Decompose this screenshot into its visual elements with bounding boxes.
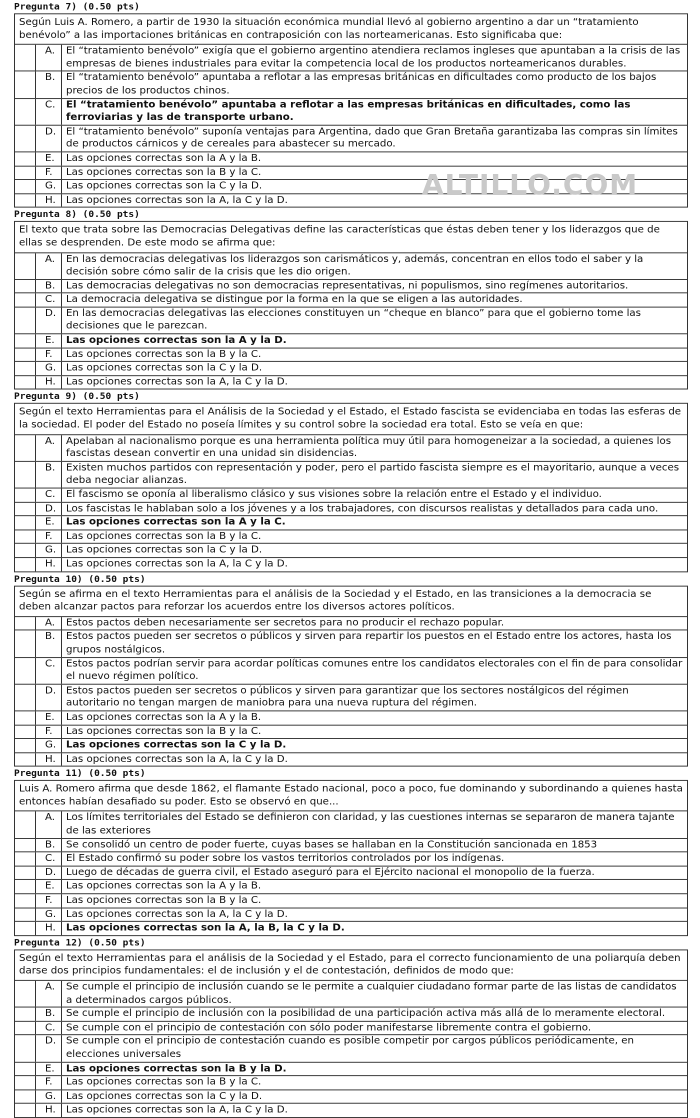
answer-option[interactable] xyxy=(15,1008,687,1022)
option-letter: H. xyxy=(35,558,61,571)
option-indent xyxy=(15,1090,35,1103)
answer-option[interactable] xyxy=(15,489,687,503)
option-letter: G. xyxy=(35,362,61,375)
option-letter: H. xyxy=(35,922,61,935)
option-indent xyxy=(15,1008,35,1021)
question-block xyxy=(0,390,700,572)
option-indent xyxy=(15,684,35,710)
option-indent xyxy=(15,866,35,879)
question-stem: Según Luis A. Romero, a partir de 1930 la situación económica mundial llevó al gobierno argentino a dar un “tratamiento benévolo” a las importaciones británicas en contraposición con las norteamericanas. Esto significaba que: xyxy=(15,14,687,45)
option-text: Las opciones correctas son la A, la C y la D. xyxy=(61,558,687,571)
option-letter: A. xyxy=(35,253,61,279)
question-block xyxy=(0,208,700,390)
option-indent xyxy=(15,280,35,293)
option-letter: F. xyxy=(35,530,61,543)
option-text: Los límites territoriales del Estado se definieron con claridad, y las cuestiones internas se separaron de manera tajante de las exteriores xyxy=(61,812,687,838)
answer-option[interactable] xyxy=(15,684,687,711)
question-table xyxy=(14,13,688,208)
answer-option[interactable] xyxy=(15,1090,687,1104)
answer-option[interactable] xyxy=(15,125,687,152)
answer-option[interactable] xyxy=(15,894,687,908)
option-letter: H. xyxy=(35,1104,61,1117)
answer-option[interactable] xyxy=(15,194,687,207)
option-indent xyxy=(15,376,35,389)
option-indent xyxy=(15,253,35,279)
answer-option[interactable] xyxy=(15,631,687,658)
answer-option[interactable] xyxy=(15,725,687,739)
option-text: El “tratamiento benévolo” apuntaba a reflotar a las empresas británicas en dificultades como producto de los bajos precios de los productos chinos. xyxy=(61,72,687,98)
option-indent xyxy=(15,739,35,752)
answer-option[interactable] xyxy=(15,516,687,530)
answer-option[interactable] xyxy=(15,922,687,935)
option-letter: D. xyxy=(35,307,61,333)
option-text: Las opciones correctas son la C y la D. xyxy=(61,544,687,557)
option-text: Las opciones correctas son la C y la D. xyxy=(61,362,687,375)
option-text: El “tratamiento benévolo” suponía ventajas para Argentina, dado que Gran Bretaña garantizaba las compras sin límites de productos cárnicos y de cereales para abastecer su mercado. xyxy=(61,125,687,151)
option-indent xyxy=(15,880,35,893)
option-letter: B. xyxy=(35,72,61,98)
option-text: Las opciones correctas son la C y la D. xyxy=(61,739,687,752)
option-letter: E. xyxy=(35,711,61,724)
option-letter: F. xyxy=(35,1076,61,1089)
question-header: Pregunta 12) (0.50 pts) xyxy=(14,937,146,949)
option-text: Se cumple el principio de inclusión cuando se le permite a cualquier ciudadano formar parte de las listas de candidatos a determinados cargos públicos. xyxy=(61,981,687,1007)
option-text: Las opciones correctas son la A, la C y la D. xyxy=(61,753,687,766)
answer-option[interactable] xyxy=(15,280,687,294)
option-indent xyxy=(15,166,35,179)
question-table xyxy=(14,780,688,936)
option-indent xyxy=(15,530,35,543)
answer-option[interactable] xyxy=(15,739,687,753)
answer-option[interactable] xyxy=(15,981,687,1008)
option-letter: C. xyxy=(35,489,61,502)
option-indent xyxy=(15,294,35,307)
option-indent xyxy=(15,1076,35,1089)
answer-option[interactable] xyxy=(15,462,687,489)
answer-option[interactable] xyxy=(15,1022,687,1036)
question-stem: Luis A. Romero afirma que desde 1862, el flamante Estado nacional, poco a poco, fue dominando y subordinando a quienes hasta entonces habían desafiado su poder. Esto se observó en que... xyxy=(15,781,687,812)
option-text: Las opciones correctas son la B y la D. xyxy=(61,1062,687,1075)
answer-option[interactable] xyxy=(15,435,687,462)
answer-option[interactable] xyxy=(15,180,687,194)
option-text: Las opciones correctas son la B y la C. xyxy=(61,166,687,179)
question-header: Pregunta 9) (0.50 pts) xyxy=(14,391,140,403)
watermark: ALTILLO.COM xyxy=(422,168,639,201)
option-text: Se cumple el principio de inclusión con la posibilidad de una participación activa más allá de lo meramente electoral. xyxy=(61,1008,687,1021)
option-indent xyxy=(15,99,35,125)
question-table xyxy=(14,949,688,1118)
option-text: Las opciones correctas son la A, la B, la C y la D. xyxy=(61,922,687,935)
option-indent xyxy=(15,853,35,866)
question-table xyxy=(14,585,688,767)
option-text: Las opciones correctas son la C y la D. xyxy=(61,180,687,193)
option-letter: G. xyxy=(35,739,61,752)
option-text: Los fascistas le hablaban solo a los jóvenes y a los trabajadores, con discursos realistas y detallados para cada uno. xyxy=(61,502,687,515)
option-indent xyxy=(15,617,35,630)
answer-option[interactable] xyxy=(15,866,687,880)
option-letter: A. xyxy=(35,617,61,630)
option-letter: A. xyxy=(35,812,61,838)
answer-option[interactable] xyxy=(15,812,687,839)
option-text: Se cumple con el principio de contestación cuando es posible competir por cargos públicos periódicamente, en elecciones universales xyxy=(61,1036,687,1062)
option-indent xyxy=(15,908,35,921)
question-header: Pregunta 11) (0.50 pts) xyxy=(14,768,146,780)
option-indent xyxy=(15,362,35,375)
option-indent xyxy=(15,725,35,738)
option-indent xyxy=(15,152,35,165)
answer-option[interactable] xyxy=(15,1062,687,1076)
option-indent xyxy=(15,1036,35,1062)
option-text: El “tratamiento benévolo” apuntaba a reflotar a las empresas británicas en dificultades, como las ferroviarias y las de transporte urbano. xyxy=(61,99,687,125)
option-text: El Estado confirmó su poder sobre los vastos territorios controlados por los indígenas. xyxy=(61,853,687,866)
option-text: Las opciones correctas son la B y la C. xyxy=(61,1076,687,1089)
option-indent xyxy=(15,922,35,935)
option-text: Las opciones correctas son la A y la B. xyxy=(61,152,687,165)
option-indent xyxy=(15,334,35,347)
option-text: Las opciones correctas son la B y la C. xyxy=(61,530,687,543)
option-letter: B. xyxy=(35,462,61,488)
option-indent xyxy=(15,125,35,151)
option-indent xyxy=(15,544,35,557)
option-letter: A. xyxy=(35,435,61,461)
option-letter: B. xyxy=(35,1008,61,1021)
option-text: Las opciones correctas son la A, la C y la D. xyxy=(61,194,687,207)
answer-option[interactable] xyxy=(15,530,687,544)
option-indent xyxy=(15,812,35,838)
option-indent xyxy=(15,516,35,529)
option-letter: D. xyxy=(35,125,61,151)
answer-option[interactable] xyxy=(15,294,687,308)
answer-option[interactable] xyxy=(15,166,687,180)
option-text: Existen muchos partidos con representación y poder, pero el partido fascista siempre es el mayoritario, aunque a veces deba negociar alianzas. xyxy=(61,462,687,488)
option-text: Se consolidó un centro de poder fuerte, cuyas bases se hallaban en la Constitución sancionada en 1853 xyxy=(61,839,687,852)
option-letter: G. xyxy=(35,908,61,921)
question-stem: Según el texto Herramientas para el Análisis de la Sociedad y el Estado, el Estado fascista se evidenciaba en todas las esferas de la sociedad. El poder del Estado no poseía límites y su control sobre la sociedad era total. Esto se veía en que: xyxy=(15,404,687,435)
option-letter: C. xyxy=(35,1022,61,1035)
option-text: Estos pactos podrían servir para acordar políticas comunes entre los candidatos electorales con el fin de para consolidar el nuevo régimen político. xyxy=(61,658,687,684)
option-letter: C. xyxy=(35,294,61,307)
option-letter: C. xyxy=(35,853,61,866)
option-indent xyxy=(15,72,35,98)
option-letter: C. xyxy=(35,99,61,125)
option-text: Estos pactos pueden ser secretos o públicos y sirven para repartir los puestos en el Estado entre los actores, hasta los grupos nostálgicos. xyxy=(61,631,687,657)
answer-option[interactable] xyxy=(15,72,687,99)
option-letter: F. xyxy=(35,894,61,907)
option-text: Las opciones correctas son la A, la C y la D. xyxy=(61,376,687,389)
answer-option[interactable] xyxy=(15,853,687,867)
option-text: Las democracias delegativas no son democracias representativas, ni populismos, sino regímenes autoritarios. xyxy=(61,280,687,293)
answer-option[interactable] xyxy=(15,376,687,389)
option-text: El “tratamiento benévolo” exigía que el gobierno argentino atendiera reclamos ingleses que apuntaban a la crisis de las empresas de bienes industriales para evitar la competencia local de los productos norteamericanos durables. xyxy=(61,45,687,71)
option-text: El fascismo se oponía al liberalismo clásico y sus visiones sobre la relación entre el Estado y el individuo. xyxy=(61,489,687,502)
answer-option[interactable] xyxy=(15,1036,687,1063)
option-indent xyxy=(15,307,35,333)
option-letter: D. xyxy=(35,502,61,515)
question-block xyxy=(0,936,700,1118)
option-letter: G. xyxy=(35,180,61,193)
option-indent xyxy=(15,502,35,515)
answer-option[interactable] xyxy=(15,753,687,766)
option-text: Las opciones correctas son la A, la C y la D. xyxy=(61,908,687,921)
option-indent xyxy=(15,194,35,207)
question-stem: Según el texto Herramientas para el análisis de la Sociedad y el Estado, para el correcto funcionamiento de una poliarquía deben darse dos principios fundamentales: el de inclusión y el de contestación, definidos de modo que: xyxy=(15,950,687,981)
option-letter: F. xyxy=(35,348,61,361)
answer-option[interactable] xyxy=(15,711,687,725)
question-header: Pregunta 8) (0.50 pts) xyxy=(14,209,140,221)
answer-option[interactable] xyxy=(15,908,687,922)
option-letter: E. xyxy=(35,1062,61,1075)
question-table xyxy=(14,221,688,390)
option-indent xyxy=(15,180,35,193)
option-indent xyxy=(15,558,35,571)
answer-option[interactable] xyxy=(15,544,687,558)
option-letter: G. xyxy=(35,1090,61,1103)
option-text: La democracia delegativa se distingue por la forma en la que se eligen a las autoridades. xyxy=(61,294,687,307)
answer-option[interactable] xyxy=(15,880,687,894)
option-letter: D. xyxy=(35,1036,61,1062)
answer-option[interactable] xyxy=(15,307,687,334)
option-indent xyxy=(15,462,35,488)
option-indent xyxy=(15,711,35,724)
option-indent xyxy=(15,435,35,461)
option-indent xyxy=(15,1104,35,1117)
answer-option[interactable] xyxy=(15,558,687,571)
option-letter: B. xyxy=(35,839,61,852)
option-text: Apelaban al nacionalismo porque es una herramienta política muy útil para homogeneizar a la sociedad, a quienes los fascistas desean convertir en una unidad sin disidencias. xyxy=(61,435,687,461)
option-indent xyxy=(15,981,35,1007)
option-text: Las opciones correctas son la B y la C. xyxy=(61,894,687,907)
option-letter: B. xyxy=(35,280,61,293)
answer-option[interactable] xyxy=(15,253,687,280)
option-indent xyxy=(15,489,35,502)
option-letter: H. xyxy=(35,376,61,389)
option-indent xyxy=(15,894,35,907)
option-text: Estos pactos pueden ser secretos o públicos y sirven para garantizar que los sectores nostálgicos del régimen autoritario no tengan margen de maniobra para una nueva ruptura del régimen. xyxy=(61,684,687,710)
answer-option[interactable] xyxy=(15,658,687,685)
question-stem: Según se afirma en el texto Herramientas para el análisis de la Sociedad y el Estado, en las transiciones a la democracia se deben alcanzar pactos para reforzar los acuerdos entre los diversos actores políticos. xyxy=(15,586,687,617)
option-letter: G. xyxy=(35,544,61,557)
answer-option[interactable] xyxy=(15,839,687,853)
option-text: En las democracias delegativas las elecciones constituyen un “cheque en blanco” para que el gobierno tome las decisiones que le parezcan. xyxy=(61,307,687,333)
answer-option[interactable] xyxy=(15,334,687,348)
option-letter: B. xyxy=(35,631,61,657)
option-letter: D. xyxy=(35,684,61,710)
option-text: Las opciones correctas son la A y la C. xyxy=(61,516,687,529)
option-indent xyxy=(15,631,35,657)
question-header: Pregunta 10) (0.50 pts) xyxy=(14,573,146,585)
question-stem: El texto que trata sobre las Democracias Delegativas define las características que éstas deben tener y los liderazgos que de ellas se desprenden. De este modo se afirma que: xyxy=(15,222,687,253)
option-text: Las opciones correctas son la A y la D. xyxy=(61,334,687,347)
option-letter: H. xyxy=(35,753,61,766)
question-header: Pregunta 7) (0.50 pts) xyxy=(14,1,140,13)
option-text: Estos pactos deben necesariamente ser secretos para no producir el rechazo popular. xyxy=(61,617,687,630)
answer-option[interactable] xyxy=(15,1076,687,1090)
option-letter: A. xyxy=(35,981,61,1007)
option-text: En las democracias delegativas los liderazgos son carismáticos y, además, concentran en ellos todo el saber y la decisión sobre cómo salir de la crisis que les dio origen. xyxy=(61,253,687,279)
answer-option[interactable] xyxy=(15,45,687,72)
question-block xyxy=(0,572,700,767)
option-indent xyxy=(15,839,35,852)
option-indent xyxy=(15,658,35,684)
option-text: Las opciones correctas son la A y la B. xyxy=(61,880,687,893)
option-text: Se cumple con el principio de contestación con sólo poder manifestarse libremente contra el gobierno. xyxy=(61,1022,687,1035)
question-table xyxy=(14,403,688,572)
option-text: Las opciones correctas son la B y la C. xyxy=(61,348,687,361)
option-indent xyxy=(15,1022,35,1035)
question-block xyxy=(0,767,700,936)
option-text: Las opciones correctas son la A y la B. xyxy=(61,711,687,724)
question-block xyxy=(0,0,700,208)
option-letter: F. xyxy=(35,725,61,738)
answer-option[interactable] xyxy=(15,1104,687,1117)
option-letter: A. xyxy=(35,45,61,71)
option-indent xyxy=(15,753,35,766)
option-letter: E. xyxy=(35,334,61,347)
option-text: Las opciones correctas son la A, la C y la D. xyxy=(61,1104,687,1117)
option-letter: E. xyxy=(35,880,61,893)
answer-option[interactable] xyxy=(15,152,687,166)
option-indent xyxy=(15,348,35,361)
option-letter: C. xyxy=(35,658,61,684)
option-indent xyxy=(15,1062,35,1075)
option-text: Las opciones correctas son la B y la C. xyxy=(61,725,687,738)
option-letter: E. xyxy=(35,152,61,165)
option-letter: H. xyxy=(35,194,61,207)
answer-option[interactable] xyxy=(15,502,687,516)
option-text: Las opciones correctas son la C y la D. xyxy=(61,1090,687,1103)
answer-option[interactable] xyxy=(15,362,687,376)
answer-option[interactable] xyxy=(15,348,687,362)
option-letter: F. xyxy=(35,166,61,179)
answer-option[interactable] xyxy=(15,617,687,631)
option-text: Luego de décadas de guerra civil, el Estado aseguró para el Ejército nacional el monopolio de la fuerza. xyxy=(61,866,687,879)
answer-option[interactable] xyxy=(15,99,687,126)
option-indent xyxy=(15,45,35,71)
option-letter: D. xyxy=(35,866,61,879)
option-letter: E. xyxy=(35,516,61,529)
